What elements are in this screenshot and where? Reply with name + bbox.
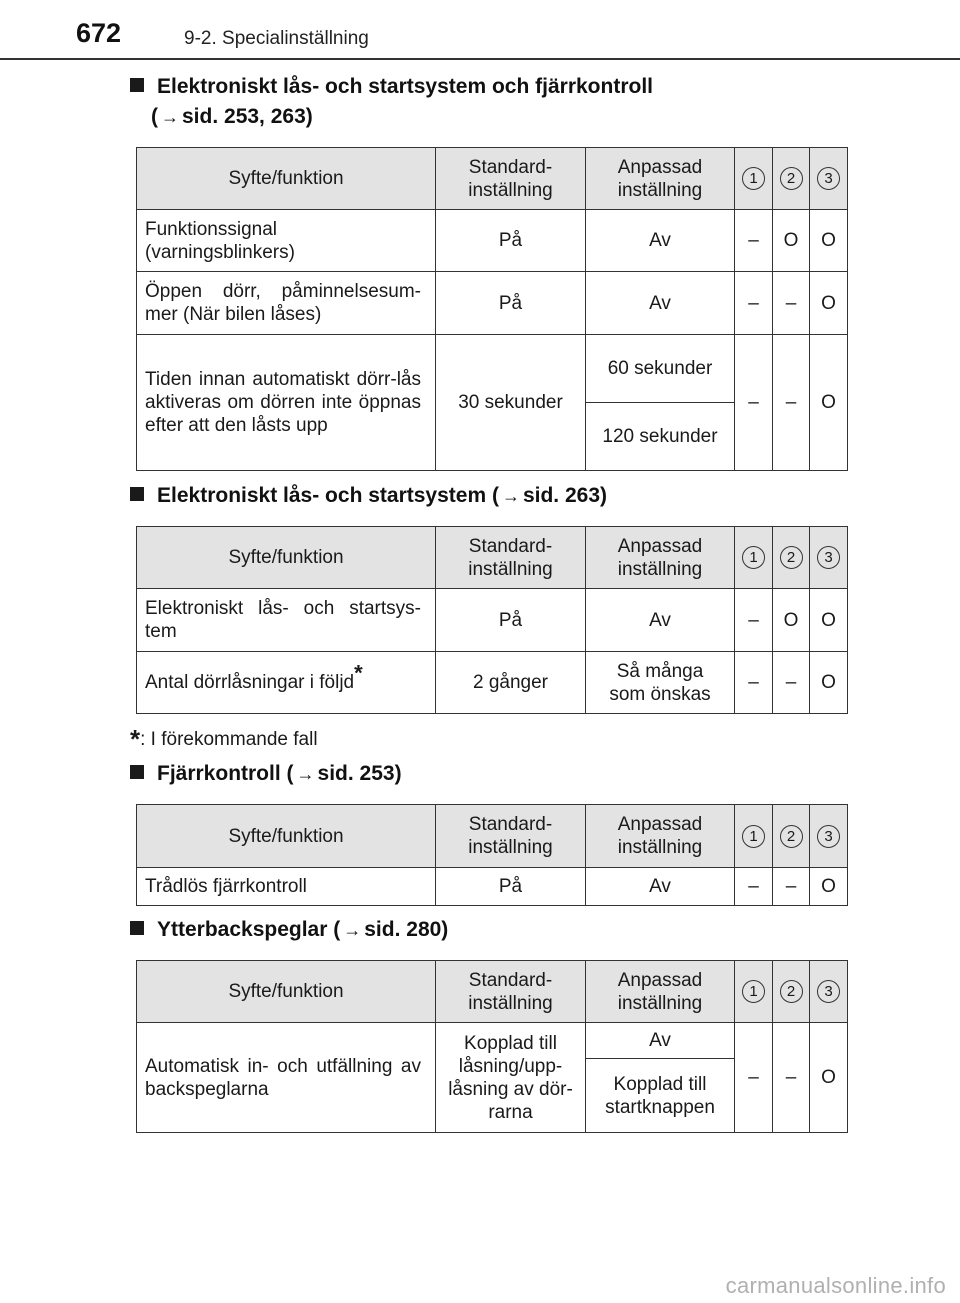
bullet-square-icon bbox=[130, 78, 144, 92]
cell-col2: – bbox=[773, 868, 810, 906]
settings-table-mirrors bbox=[136, 960, 848, 1133]
col-header-1 bbox=[735, 961, 773, 1023]
table-header-row bbox=[137, 805, 848, 868]
col-header-custom: Anpassad inställning bbox=[586, 527, 735, 589]
circled-2-icon: 2 bbox=[780, 546, 803, 569]
cell-col2: O bbox=[773, 210, 810, 272]
settings-table-remote bbox=[136, 804, 848, 906]
circled-1-icon: 1 bbox=[742, 825, 765, 848]
cell-standard: På bbox=[436, 589, 586, 652]
table-row bbox=[137, 868, 848, 906]
cell-col3: O bbox=[810, 335, 848, 471]
bullet-square-icon bbox=[130, 487, 144, 501]
cell-function: Tiden innan automatiskt dörr-lås aktiveras om dörren inte öppnas efter att den låsts upp bbox=[137, 335, 436, 471]
cell-custom-option: 60 sekunder bbox=[586, 335, 735, 403]
col-header-1 bbox=[735, 805, 773, 868]
cell-col1: – bbox=[735, 1023, 773, 1133]
section-page-ref: sid. 253, 263) bbox=[182, 105, 313, 128]
section-heading-lock-remote bbox=[130, 72, 653, 132]
page-number: 672 bbox=[76, 18, 122, 48]
cell-col2: – bbox=[773, 272, 810, 335]
watermark: carmanualsonline.info bbox=[725, 1273, 946, 1298]
cell-col1: – bbox=[735, 335, 773, 471]
col-header-custom: Anpassad inställning bbox=[586, 805, 735, 868]
table-row bbox=[137, 335, 848, 403]
circled-3-icon: 3 bbox=[817, 825, 840, 848]
section-heading-lock-start bbox=[130, 481, 607, 511]
table-header-row bbox=[137, 961, 848, 1023]
section-page-ref: sid. 263) bbox=[522, 484, 608, 507]
col-header-3 bbox=[810, 148, 848, 210]
cell-col3: O bbox=[810, 589, 848, 652]
col-header-function: Syfte/funktion bbox=[137, 961, 436, 1023]
section-title: Elektroniskt lås- och startsystem ( bbox=[157, 484, 499, 507]
col-header-2 bbox=[773, 527, 810, 589]
cell-function: Automatisk in- och utfällning av backspeglarna bbox=[137, 1023, 436, 1133]
col-header-function: Syfte/funktion bbox=[137, 527, 436, 589]
table-row bbox=[137, 589, 848, 652]
table-header-row bbox=[137, 527, 848, 589]
cell-col3: O bbox=[810, 868, 848, 906]
circled-3-icon: 3 bbox=[817, 980, 840, 1003]
section-title: Fjärrkontroll ( bbox=[157, 762, 294, 785]
ref-open: ( bbox=[151, 105, 158, 128]
section-page-ref: sid. 280) bbox=[364, 918, 449, 941]
cell-col2: – bbox=[773, 335, 810, 471]
cell-col1: – bbox=[735, 868, 773, 906]
cell-function: Funktionssignal (varningsblinkers) bbox=[137, 210, 436, 272]
section-title: Elektroniskt lås- och startsystem och fjärrkontroll bbox=[157, 75, 653, 98]
section-heading-mirrors bbox=[130, 915, 448, 945]
col-header-standard: Standard- inställning bbox=[436, 527, 586, 589]
cell-custom: Av bbox=[586, 272, 735, 335]
cell-col3: O bbox=[810, 210, 848, 272]
col-header-standard: Standard- inställning bbox=[436, 805, 586, 868]
col-header-custom: Anpassad inställning bbox=[586, 148, 735, 210]
bullet-square-icon bbox=[130, 765, 144, 779]
section-heading-remote bbox=[130, 759, 402, 789]
section-title: Ytterbackspeglar ( bbox=[157, 918, 341, 941]
cell-col3: O bbox=[810, 652, 848, 714]
footnote-text: : I förekommande fall bbox=[140, 729, 318, 750]
footnote-mark: * bbox=[130, 724, 141, 754]
cell-custom-option: Av bbox=[586, 1023, 735, 1059]
section-page-ref: sid. 253) bbox=[317, 762, 402, 785]
settings-table-lock-start bbox=[136, 526, 848, 714]
cell-col2: O bbox=[773, 589, 810, 652]
settings-table-lock-remote bbox=[136, 147, 848, 471]
col-header-2 bbox=[773, 805, 810, 868]
cell-custom-option: Kopplad till startknappen bbox=[586, 1059, 735, 1133]
cell-standard: På bbox=[436, 868, 586, 906]
cell-col1: – bbox=[735, 210, 773, 272]
cell-custom: Av bbox=[586, 210, 735, 272]
cell-col1: – bbox=[735, 652, 773, 714]
col-header-3 bbox=[810, 961, 848, 1023]
col-header-function: Syfte/funktion bbox=[137, 148, 436, 210]
cell-col1: – bbox=[735, 589, 773, 652]
table-row bbox=[137, 652, 848, 714]
chapter-title: 9-2. Specialinställning bbox=[184, 28, 369, 49]
circled-2-icon: 2 bbox=[780, 980, 803, 1003]
arrow-right-icon: → bbox=[501, 486, 520, 506]
cell-col3: O bbox=[810, 272, 848, 335]
col-header-custom: Anpassad inställning bbox=[586, 961, 735, 1023]
col-header-3 bbox=[810, 805, 848, 868]
col-header-standard: Standard- inställning bbox=[436, 961, 586, 1023]
cell-standard: Kopplad till låsning/upp-låsning av dör-rarna bbox=[436, 1023, 586, 1133]
cell-custom: Av bbox=[586, 589, 735, 652]
col-header-3 bbox=[810, 527, 848, 589]
table-row bbox=[137, 210, 848, 272]
cell-col2: – bbox=[773, 1023, 810, 1133]
cell-custom: Så många som önskas bbox=[586, 652, 735, 714]
footnote bbox=[130, 724, 318, 755]
col-header-2 bbox=[773, 148, 810, 210]
circled-2-icon: 2 bbox=[780, 167, 803, 190]
circled-3-icon: 3 bbox=[817, 167, 840, 190]
arrow-right-icon: → bbox=[161, 107, 179, 127]
bullet-square-icon bbox=[130, 921, 144, 935]
col-header-2 bbox=[773, 961, 810, 1023]
arrow-right-icon: → bbox=[343, 920, 362, 940]
table-row bbox=[137, 1023, 848, 1059]
cell-standard: På bbox=[436, 272, 586, 335]
circled-1-icon: 1 bbox=[742, 167, 765, 190]
cell-standard: På bbox=[436, 210, 586, 272]
circled-1-icon: 1 bbox=[742, 980, 765, 1003]
circled-3-icon: 3 bbox=[817, 546, 840, 569]
col-header-function: Syfte/funktion bbox=[137, 805, 436, 868]
cell-function: Trådlös fjärrkontroll bbox=[137, 868, 436, 906]
header-divider bbox=[0, 58, 960, 60]
cell-col1: – bbox=[735, 272, 773, 335]
table-header-row bbox=[137, 148, 848, 210]
cell-function: Elektroniskt lås- och startsys-tem bbox=[137, 589, 436, 652]
cell-function: Antal dörrlåsningar i följd* bbox=[137, 652, 436, 714]
cell-function: Öppen dörr, påminnelsesum-mer (När bilen låses) bbox=[137, 272, 436, 335]
table-row bbox=[137, 272, 848, 335]
footnote-mark: * bbox=[354, 660, 363, 686]
cell-custom-option: 120 sekunder bbox=[586, 403, 735, 471]
arrow-right-icon: → bbox=[296, 764, 315, 784]
cell-custom: Av bbox=[586, 868, 735, 906]
cell-standard: 2 gånger bbox=[436, 652, 586, 714]
cell-col2: – bbox=[773, 652, 810, 714]
circled-2-icon: 2 bbox=[780, 825, 803, 848]
cell-standard: 30 sekunder bbox=[436, 335, 586, 471]
col-header-standard: Standard- inställning bbox=[436, 148, 586, 210]
col-header-1 bbox=[735, 527, 773, 589]
cell-col3: O bbox=[810, 1023, 848, 1133]
col-header-1 bbox=[735, 148, 773, 210]
circled-1-icon: 1 bbox=[742, 546, 765, 569]
